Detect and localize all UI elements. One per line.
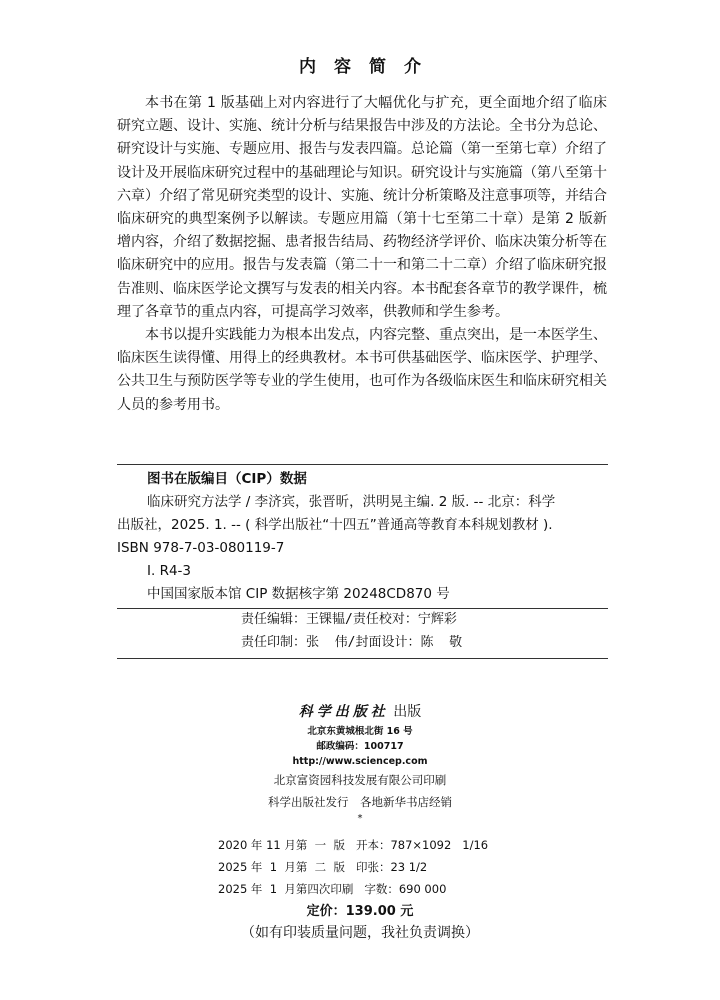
cip-data-block: [117, 464, 608, 609]
publisher-postcode: 邮政编码：100717: [316, 741, 404, 752]
responsibility-block: [117, 608, 608, 659]
distribution-line: 科学出版社发行 各地新华书店经销: [268, 795, 452, 809]
cip-isbn: ISBN 978-7-03-080119-7: [117, 540, 285, 556]
cip-header: 图书在版编目（CIP）数据: [147, 471, 307, 487]
summary-paragraph: 本书在第 1 版基础上对内容进行了大幅优化与扩充，更全面地介绍了临床研究立题、设计、实施、统计分析与结果报告中涉及的方法论。全书分为总论、研究设计与实施、专题应用、报告与发表四篇。总论篇（第一至第七章）介绍了设计及开展临床研究过程中的基础理论与知识。研究设计与实施篇（第八至第十六章）介绍了常见研究类型的设计、实施、统计分析策略及注意事项等，并结合临床研究的典型案例予以解读。专题应用篇（第十七至第二十章）是第 2 版新增内容，介绍了数据挖掘、患者报告结局、药物经济学评价、临床决策分析等在临床研究中的应用。报告与发表篇（第二十一和第二十二章）介绍了临床研究报告准则、临床医学论文撰写与发表的相关内容。本书配套各章节的教学课件，梳理了各章节的重点内容，可提高学习效率，供教师和学生参考。: [117, 95, 607, 320]
cip-record-number: 中国国家版本馆 CIP 数据核字第 20248CD870 号: [147, 586, 450, 602]
price-label: 定价：139.00 元: [306, 904, 414, 919]
cip-entry: 临床研究方法学 / 李济宾，张晋昕，洪明晃主编. 2 版. -- 北京：科学: [147, 494, 556, 510]
editor-line: 责任编辑：王锞韫/责任校对：宁辉彩: [241, 612, 457, 627]
publisher-heading: [0, 700, 720, 724]
printer-line: 北京富资园科技发展有限公司印刷: [273, 773, 447, 787]
edition-line: 2020 年 11 月第 一 版 开本：787×1092 1/16: [218, 838, 489, 852]
edition-block: [218, 834, 518, 900]
summary-paragraph: 本书以提升实践能力为根本出发点，内容完整、重点突出，是一本医学生、临床医生读得懂、用得上的经典教材。本书可供基础医学、临床医学、护理学、公共卫生与预防医学等专业的学生使用，也可作为各级临床医生和临床研究相关人员的参考用书。: [117, 327, 607, 413]
edition-line: 2025 年 1 月第四次印刷 字数：690 000: [218, 882, 447, 896]
publish-label: 出版: [393, 704, 422, 720]
content-summary: [117, 92, 607, 417]
publisher-url: http://www.sciencep.com: [292, 756, 428, 767]
title-char: 介: [404, 57, 421, 77]
publisher-logo: 科学出版社: [298, 704, 389, 720]
editor-line: 责任印制：张 伟/封面设计：陈 敬: [241, 635, 463, 650]
publisher-address: 北京东黄城根北街 16 号: [307, 726, 413, 737]
title-char: 简: [369, 57, 386, 77]
separator-star: *: [357, 813, 363, 824]
title-char: 内: [299, 57, 316, 77]
quality-notice: （如有印装质量问题，我社负责调换）: [241, 925, 479, 941]
cip-classification: Ⅰ. R4-3: [147, 563, 191, 579]
title-char: 容: [334, 57, 351, 77]
edition-line: 2025 年 1 月第 二 版 印张：23 1/2: [218, 860, 428, 874]
cip-entry: 出版社，2025. 1. -- ( 科学出版社“十四五”普通高等教育本科规划教材 ).: [117, 517, 553, 533]
publisher-block: [0, 700, 720, 825]
page-title: [0, 52, 720, 77]
